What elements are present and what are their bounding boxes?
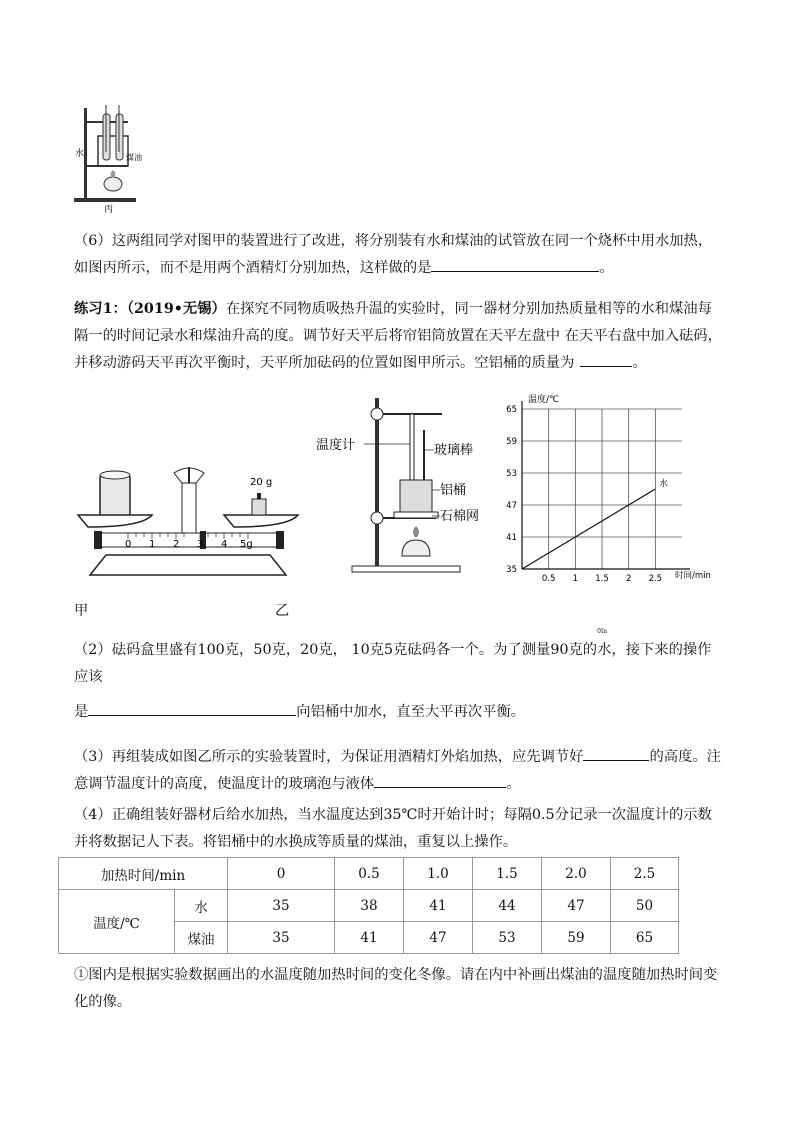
table-cell: 35 — [228, 890, 335, 922]
x-tick-label: 1 — [572, 574, 579, 584]
temperature-chart — [498, 392, 723, 584]
scale-tick: 2 — [173, 539, 180, 550]
scale-tick: 3 — [197, 539, 204, 550]
question-circle-1: ①图内是根据实验数据画出的水温度随加热时间的变化冬像。请在内中补画出煤油的温度随加热时间变化的像。 — [74, 967, 718, 1010]
label-bucket: 铝桶 — [440, 483, 467, 498]
alcohol-lamp — [402, 540, 430, 556]
y-tick-label: 47 — [506, 501, 517, 511]
bucket-shape — [400, 480, 432, 514]
balance-base — [90, 555, 286, 575]
row-label: 煤油 — [175, 922, 228, 954]
table-cell: 1.5 — [473, 858, 542, 890]
question-3: （3）再组装成如图乙所示的实验装置时，为保证用酒精灯外焰加热，应先调节好 的高度。注意调节温度计的高度，使温度计的玻璃泡与液体 。 — [74, 744, 724, 798]
flame-icon — [413, 526, 419, 538]
weight-20g — [252, 499, 266, 515]
table-cell: 2.5 — [611, 858, 679, 890]
table-cell: 41 — [404, 890, 473, 922]
right-pan — [224, 515, 298, 527]
label-water: 水 — [75, 149, 85, 159]
table-cell: 0.5 — [335, 858, 404, 890]
figure-bing-caption: 丙 — [104, 205, 114, 215]
series-label: 水 — [659, 479, 668, 489]
superscript-text: 0In — [597, 628, 608, 635]
row-label: 水 — [175, 890, 228, 922]
table-cell: 44 — [473, 890, 542, 922]
table-cell: 47 — [542, 890, 611, 922]
blank-bucket-mass[interactable] — [580, 350, 632, 367]
label-gauze: 石棉网 — [440, 509, 480, 524]
table-cell: 41 — [335, 922, 404, 954]
aluminum-bucket — [100, 475, 130, 519]
stand-rod — [375, 398, 379, 568]
blank-q6[interactable] — [431, 255, 599, 272]
y-tick-label: 35 — [506, 565, 517, 575]
table-cell: 50 — [611, 890, 679, 922]
chart-ylabel: 温度/℃ — [528, 395, 560, 405]
chart-xlabel: 时间/min — [675, 571, 711, 581]
y-tick-label: 41 — [506, 533, 517, 543]
stand-base — [74, 198, 136, 202]
y-tick-label: 53 — [506, 469, 517, 479]
question-2: （2）砝码盒里盛有100克，50克，20克， 10克5克砝码各一个。为了测量90克的 0In 水，接下来的操作应该 是 向铝桶中加水，直至大平再次平衡。 — [74, 628, 712, 720]
table-cell: 47 — [404, 922, 473, 954]
question-4: （4）正确组装好器材后给水加热，当水温度达到35℃时开始计时；每隔0.5分记录一次温度计的示数并将数据记人下表。将铝桶中的水换成等质量的煤油，重复以上操作。 — [74, 807, 712, 850]
table-cell: 38 — [335, 890, 404, 922]
table-cell: 65 — [611, 922, 679, 954]
data-table — [58, 857, 679, 954]
x-tick-label: 1.5 — [595, 574, 609, 584]
weight-label: 20 g — [250, 477, 273, 488]
table-cell: 59 — [542, 922, 611, 954]
figure-balance — [70, 455, 310, 580]
scale-tick: 4 — [221, 539, 228, 550]
scale-tick: 0 — [125, 539, 132, 550]
blank-q3-height[interactable] — [583, 744, 649, 761]
label-thermometer: 温度计 — [316, 438, 356, 453]
x-tick-label: 2 — [625, 574, 632, 584]
x-tick-label: 2.5 — [648, 574, 663, 584]
scale-tick: 5g — [240, 539, 253, 550]
y-tick-label: 59 — [506, 437, 517, 447]
table-cell: 2.0 — [542, 858, 611, 890]
x-tick-label: 0.5 — [541, 574, 556, 584]
blank-q3-liquid[interactable] — [374, 771, 506, 788]
question-6: （6）这两组同学对图甲的装置进行了改进，将分别装有水和煤油的试管放在同一个烧杯中用水加热，如图丙所示，而不是用两个酒精灯分别加热，这样做的是 。 — [74, 233, 713, 276]
exercise-1: 练习1：（2019•无锡）在探究不同物质吸热升温的实验时，同一器材分别加热质量相等的水和煤油每隔一的时间记录水和煤油升高的度。调节好天平后将帘铝筒放置在天平左盘中 在天平右盘中加入砝码，并移动游码天平再次平衡时，天平所加砝码的位置如图甲所示。空铝桶的质量为 。 — [74, 301, 722, 371]
scale-tick: 1 — [149, 539, 156, 550]
table-cell: 35 — [228, 922, 335, 954]
table-cell: 0 — [228, 858, 335, 890]
label-kerosene: 煤油 — [126, 153, 142, 162]
blank-q2[interactable] — [88, 699, 296, 716]
table-row — [59, 890, 679, 922]
alcohol-lamp — [104, 177, 122, 191]
label-glass-rod: 玻璃棒 — [434, 443, 474, 458]
header-temp: 温度/℃ — [59, 890, 175, 954]
table-cell: 53 — [473, 922, 542, 954]
left-pan — [78, 515, 152, 527]
caption-yi: 乙 — [275, 603, 290, 619]
figure-bing — [72, 100, 156, 215]
caption-jia: 甲 — [74, 603, 89, 619]
stand-base — [352, 566, 460, 572]
table-cell: 1.0 — [404, 858, 473, 890]
header-time: 加热时间/min — [59, 858, 228, 890]
y-tick-label: 65 — [506, 405, 517, 415]
table-row — [59, 858, 679, 890]
figure-stand — [310, 392, 490, 577]
series-line-water — [522, 489, 655, 569]
